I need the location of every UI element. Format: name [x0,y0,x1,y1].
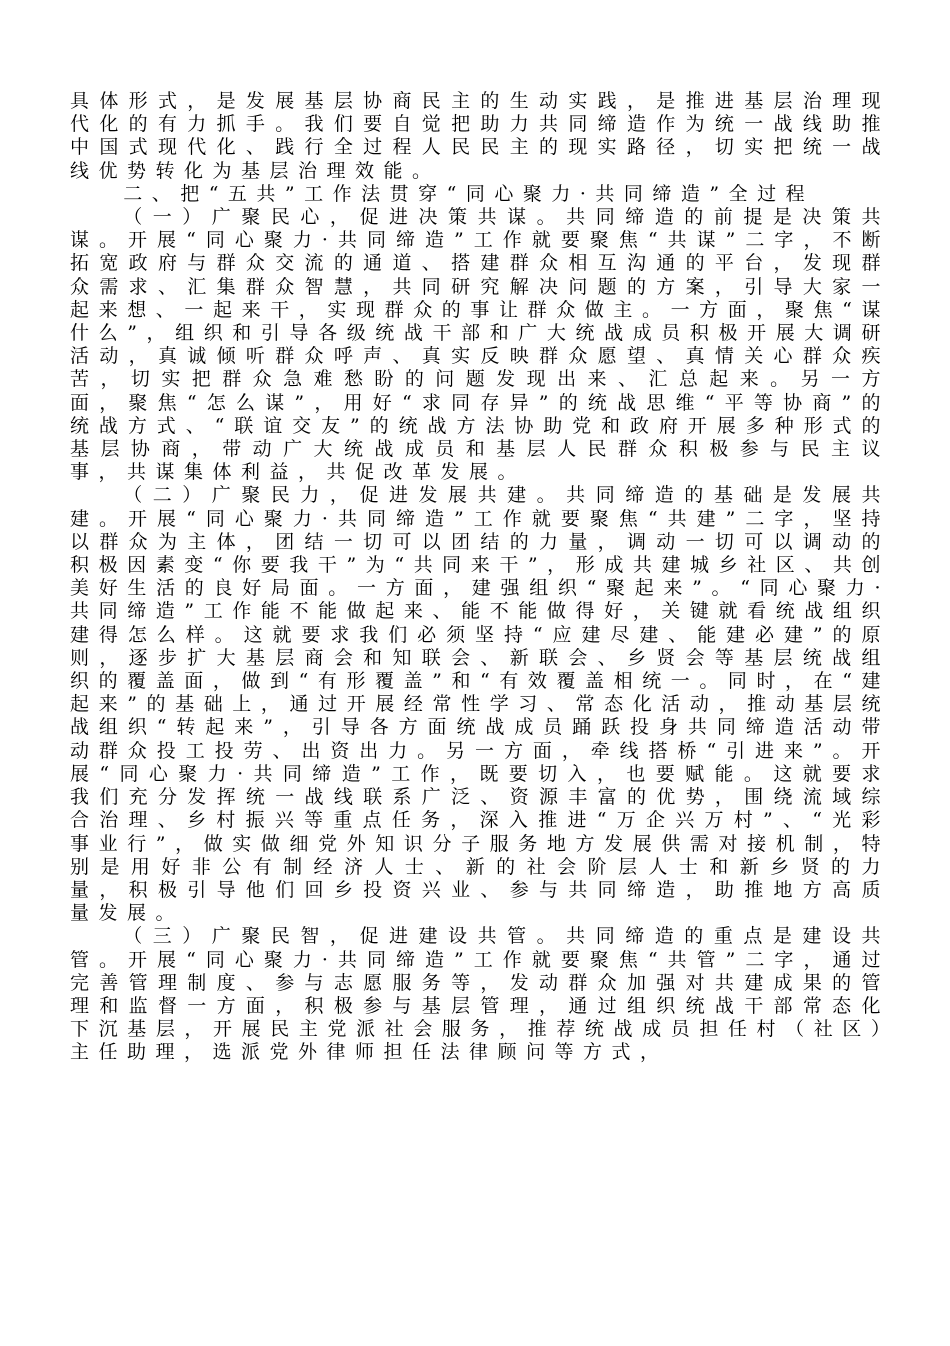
paragraph-gongguan: （三）广聚民智，促进建设共管。共同缔造的重点是建设共管。开展“同心聚力·共同缔造”工作就要聚焦“共管”二字，通过完善管理制度、参与志愿服务等，发动群众加强对共建成果的管理和监督一方面，积极参与基层管理，通过组织统战干部常态化下沉基层，开展民主党派社会服务，推荐统战成员担任村（社区）主任助理，选派党外律师担任法律顾问等方式， [70,925,890,1064]
paragraph-gongjian: （二）广聚民力，促进发展共建。共同缔造的基础是发展共建。开展“同心聚力·共同缔造”工作就要聚焦“共建”二字，坚持以群众为主体，团结一切可以团结的力量，调动一切可以调动的积极因素变“你要我干”为“共同来干”，形成共建城乡社区、共创美好生活的良好局面。一方面，建强组织“聚起来”。“同心聚力·共同缔造”工作能不能做起来、能不能做得好，关键就看统战组织建得怎么样。这就要求我们必须坚持“应建尽建、能建必建”的原则，逐步扩大基层商会和知联会、新联会、乡贤会等基层统战组织的覆盖面，做到“有形覆盖”和“有效覆盖相统一。同时，在“建起来”的基础上，通过开展经常性学习、常态化活动，推动基层统战组织“转起来”，引导各方面统战成员踊跃投身共同缔造活动带动群众投工投劳、出资出力。另一方面，牵线搭桥“引进来”。开展“同心聚力·共同缔造”工作，既要切入，也要赋能。这就要求我们充分发挥统一战线联系广泛、资源丰富的优势，围绕流域综合治理、乡村振兴等重点任务，深入推进“万企兴万村”、“光彩事业行”，做实做细党外知识分子服务地方发展供需对接机制，特别是用好非公有制经济人士、新的社会阶层人士和新乡贤的力量，积极引导他们回乡投资兴业、参与共同缔造，助推地方高质量发展。 [70,484,890,925]
document-page [70,90,890,1065]
paragraph-intro: 具体形式，是发展基层协商民主的生动实践，是推进基层治理现代化的有力抓手。我们要自觉把助力共同缔造作为统一战线助推中国式现代化、践行全过程人民民主的现实路径，切实把统一战线优势转化为基层治理效能。 [70,90,890,182]
paragraph-gongmou: （一）广聚民心，促进决策共谋。共同缔造的前提是决策共谋。开展“同心聚力·共同缔造”工作就要聚焦“共谋”二字，不断拓宽政府与群众交流的通道、搭建群众相互沟通的平台，发现群众需求、汇集群众智慧，共同研究解决问题的方案，引导大家一起来想、一起来干，实现群众的事让群众做主。一方面，聚焦“谋什么”，组织和引导各级统战干部和广大统战成员积极开展大调研活动，真诚倾听群众呼声、真实反映群众愿望、真情关心群众疾苦，切实把群众急难愁盼的问题发现出来、汇总起来。另一方面，聚焦“怎么谋”，用好“求同存异”的统战思维“平等协商”的统战方式、“联谊交友”的统战方法协助党和政府开展多种形式的基层协商，带动广大统战成员和基层人民群众积极参与民主议事，共谋集体利益，共促改革发展。 [70,206,890,484]
section-heading: 二、把“五共”工作法贯穿“同心聚力·共同缔造”全过程 [123,182,815,205]
